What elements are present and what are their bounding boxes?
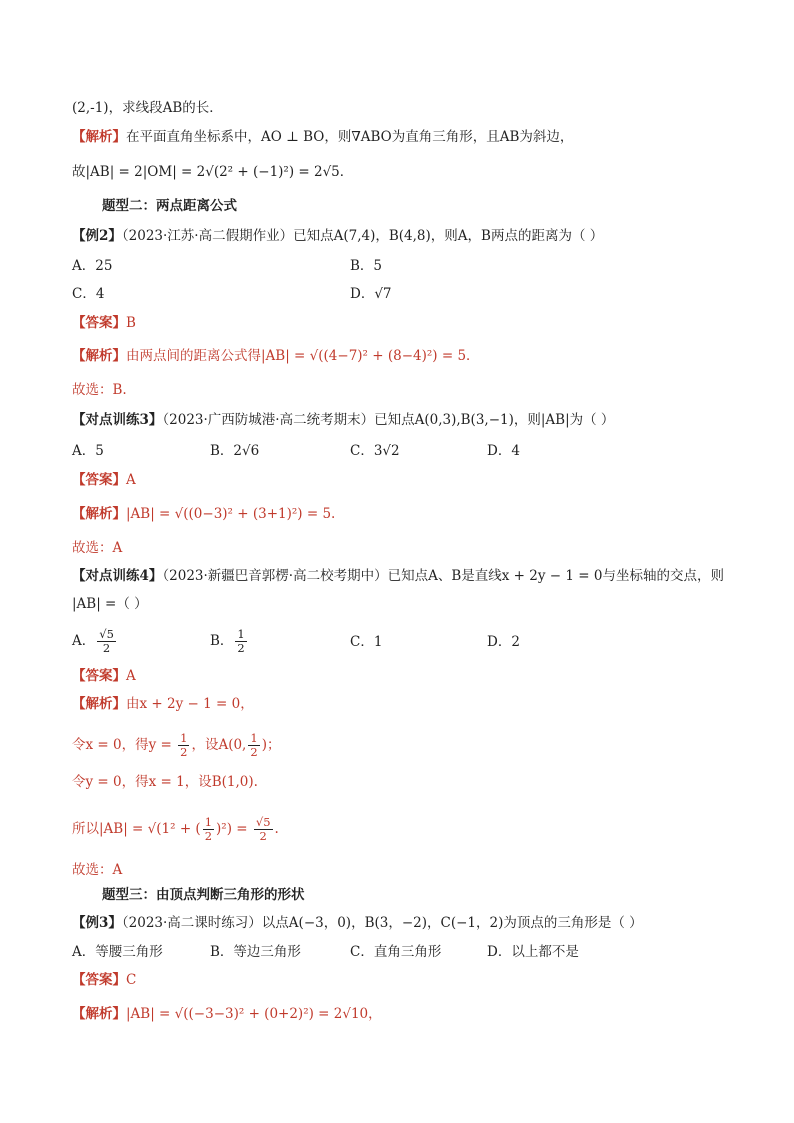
solution-tag: 【解析】 xyxy=(72,506,126,522)
denominator: 2 xyxy=(180,745,188,759)
answer-tag: 【答案】 xyxy=(72,472,126,488)
option-d: D．4 xyxy=(487,443,520,459)
denominator: 2 xyxy=(259,829,267,843)
option-b xyxy=(210,628,249,655)
option-c: C．1 xyxy=(350,634,383,650)
training-4-question xyxy=(72,566,724,586)
training-tag: 【对点训练4】 xyxy=(72,568,163,584)
answer-4 xyxy=(72,666,136,686)
example-2-question xyxy=(72,226,603,246)
solution-text: 由两点间的距离公式得|AB| = √((4−7)² + (8−4)²) = 5． xyxy=(126,348,480,364)
numerator: √5 xyxy=(99,627,114,641)
section-title-2: 题型二：两点距离公式 xyxy=(102,198,237,214)
selection-2: 故选：B. xyxy=(72,382,127,398)
numerator: 1 xyxy=(180,731,188,745)
option-a: A．5 xyxy=(72,443,104,459)
denominator: 2 xyxy=(204,829,213,843)
step-text: ，设A(0, xyxy=(191,737,247,753)
option-c: C．3√2 xyxy=(350,443,400,459)
training-4-question-cont: |AB| =（ ） xyxy=(72,596,148,612)
fraction xyxy=(97,628,116,655)
solution-tag: 【解析】 xyxy=(72,129,126,145)
solution-text: 由x + 2y − 1 = 0， xyxy=(126,696,254,712)
selection-3: 故选：A xyxy=(72,540,123,556)
option-b: B．等边三角形 xyxy=(210,944,301,960)
option-d: D．2 xyxy=(487,634,520,650)
denominator: 2 xyxy=(102,641,111,655)
solution-1 xyxy=(72,127,573,147)
numerator: √5 xyxy=(255,815,271,829)
solution-text: 在平面直角坐标系中，AO ⊥ BO，则∇ABO为直角三角形，且AB为斜边， xyxy=(126,129,574,145)
problem-continuation: (2,-1)，求线段AB的长． xyxy=(72,100,223,116)
example-3-question xyxy=(72,913,643,933)
answer-ex3 xyxy=(72,970,136,990)
solution-tag: 【解析】 xyxy=(72,1006,126,1022)
step-text: 所以|AB| = √(1² + ( xyxy=(72,821,201,837)
solution-text: |AB| = √((−3−3)² + (0+2)²) = 2√10， xyxy=(126,1006,382,1022)
step-text: 令x = 0，得y = xyxy=(72,737,177,753)
step-text: )²) = xyxy=(216,821,252,837)
answer-3 xyxy=(72,470,136,490)
solution-text: |AB| = √((0−3)² + (3+1)²) = 5. xyxy=(126,506,336,522)
option-a xyxy=(72,628,118,655)
answer-value: B xyxy=(126,315,136,331)
selection-4: 故选：A xyxy=(72,862,123,878)
training-text: （2023·新疆巴音郭楞·高二校考期中）已知点A、B是直线x + 2y − 1 = 0与坐标轴的交点，则 xyxy=(162,568,724,584)
solution-tag: 【解析】 xyxy=(72,348,126,364)
numerator: 1 xyxy=(237,627,245,641)
fraction xyxy=(248,732,259,759)
answer-tag: 【答案】 xyxy=(72,668,126,684)
answer-value: A xyxy=(126,668,136,684)
step-text: )； xyxy=(261,737,281,753)
option-c: C．4 xyxy=(72,286,105,302)
solution-4 xyxy=(72,694,254,714)
solution-4-step-3 xyxy=(72,816,279,843)
training-3-question xyxy=(72,410,614,430)
answer-tag: 【答案】 xyxy=(72,972,126,988)
example-text: （2023·江苏·高二假期作业）已知点A(7,4)，B(4,8)，则A，B两点的距离为（ ） xyxy=(121,228,604,244)
solution-ex3 xyxy=(72,1004,382,1024)
answer-value: A xyxy=(126,472,136,488)
numerator: 1 xyxy=(250,731,258,745)
option-d: D．√7 xyxy=(350,286,392,302)
solution-4-step-2: 令y = 0，得x = 1，设B(1,0). xyxy=(72,774,258,790)
option-a: A．25 xyxy=(72,258,113,274)
option-c: C．直角三角形 xyxy=(350,944,442,960)
section-title-3: 题型三：由顶点判断三角形的形状 xyxy=(102,887,305,903)
solution-tag: 【解析】 xyxy=(72,696,126,712)
example-text: （2023·高二课时练习）以点A(−3，0)，B(3，−2)，C(−1，2)为顶点的三角形是（ ） xyxy=(121,915,643,931)
option-label: A． xyxy=(72,633,96,649)
answer-2 xyxy=(72,313,136,333)
solution-2 xyxy=(72,346,480,366)
numerator: 1 xyxy=(204,815,213,829)
solution-3 xyxy=(72,504,335,524)
training-text: （2023·广西防城港·高二统考期末）已知点A(0,3),B(3,−1)，则|AB|为（ ） xyxy=(162,412,615,428)
solution-4-step-1 xyxy=(72,732,280,759)
denominator: 2 xyxy=(250,745,258,759)
fraction xyxy=(178,732,189,759)
fraction xyxy=(203,816,214,843)
option-a: A．等腰三角形 xyxy=(72,944,163,960)
training-tag: 【对点训练3】 xyxy=(72,412,163,428)
step-text: . xyxy=(274,821,279,837)
example-tag: 【例2】 xyxy=(72,228,122,244)
option-d: D．以上都不是 xyxy=(487,944,579,960)
solution-1-result: 故|AB| = 2|OM| = 2√(2² + (−1)²) = 2√5． xyxy=(72,164,354,180)
option-b: B．2√6 xyxy=(210,443,260,459)
option-b: B．5 xyxy=(350,258,383,274)
answer-tag: 【答案】 xyxy=(72,315,126,331)
fraction xyxy=(235,628,246,655)
denominator: 2 xyxy=(237,641,245,655)
fraction xyxy=(254,816,273,843)
example-tag: 【例3】 xyxy=(72,915,122,931)
answer-value: C xyxy=(126,972,137,988)
option-label: B． xyxy=(210,633,234,649)
